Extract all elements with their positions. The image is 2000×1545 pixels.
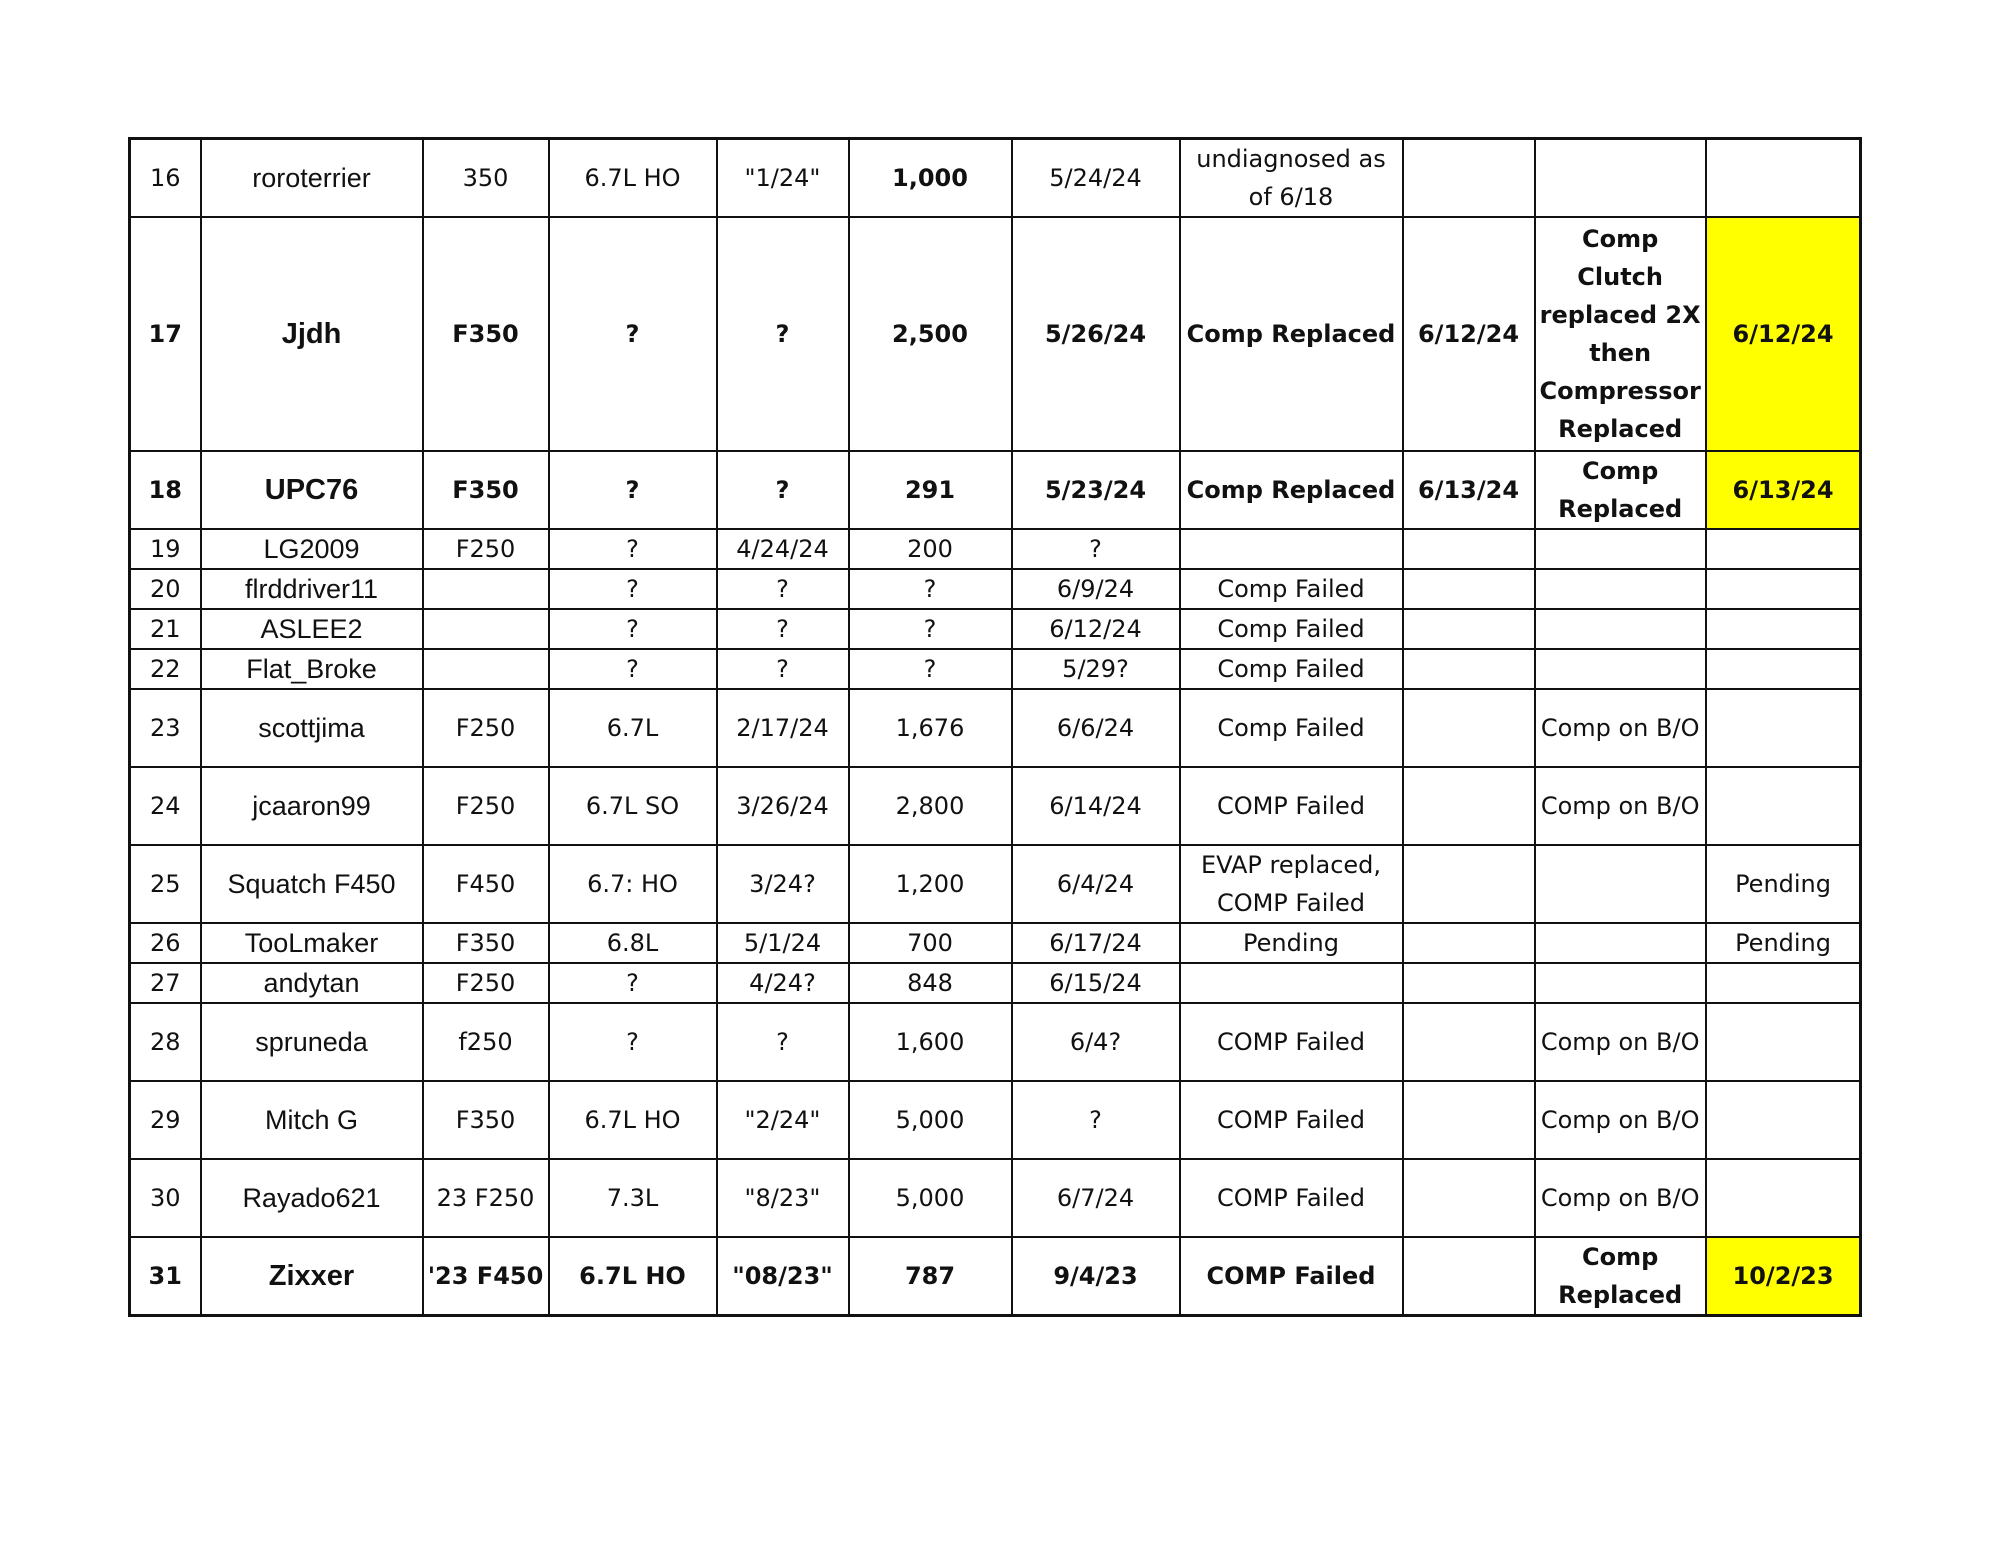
- table-row: [130, 569, 1861, 609]
- cell-failure-date: 6/4/24: [1012, 845, 1180, 923]
- cell-failure-date: 9/4/23: [1012, 1237, 1180, 1316]
- cell-repair-notes: [1535, 923, 1706, 963]
- table-row: [130, 1081, 1861, 1159]
- cell-miles: 1,676: [849, 689, 1012, 767]
- cell-purchase-date: 2/17/24: [717, 689, 849, 767]
- table-row: [130, 963, 1861, 1003]
- cell-status: Comp Replaced: [1180, 217, 1403, 451]
- cell-repair-date: [1403, 963, 1535, 1003]
- table-row: [130, 649, 1861, 689]
- cell-row-number: 26: [130, 923, 201, 963]
- cell-miles: 200: [849, 529, 1012, 569]
- cell-completed-date: [1706, 529, 1861, 569]
- cell-purchase-date: "1/24": [717, 139, 849, 218]
- cell-failure-date: 5/26/24: [1012, 217, 1180, 451]
- table-row: [130, 845, 1861, 923]
- cell-purchase-date: ?: [717, 569, 849, 609]
- cell-failure-date: 6/12/24: [1012, 609, 1180, 649]
- cell-completed-date: [1706, 609, 1861, 649]
- cell-repair-date: [1403, 845, 1535, 923]
- cell-engine: 6.7L HO: [549, 1081, 717, 1159]
- cell-repair-notes: Comp Replaced: [1535, 451, 1706, 529]
- cell-engine: 6.7L: [549, 689, 717, 767]
- cell-engine: ?: [549, 529, 717, 569]
- cell-status: EVAP replaced, COMP Failed: [1180, 845, 1403, 923]
- cell-miles: 1,600: [849, 1003, 1012, 1081]
- table-body: [130, 139, 1861, 1316]
- cell-engine: ?: [549, 609, 717, 649]
- cell-username: spruneda: [201, 1003, 423, 1081]
- cell-miles: ?: [849, 649, 1012, 689]
- cell-miles: 2,500: [849, 217, 1012, 451]
- cell-failure-date: 6/9/24: [1012, 569, 1180, 609]
- cell-repair-notes: Comp on B/O: [1535, 1081, 1706, 1159]
- cell-repair-notes: [1535, 569, 1706, 609]
- cell-repair-date: [1403, 1081, 1535, 1159]
- table-row: [130, 451, 1861, 529]
- cell-username: Jjdh: [201, 217, 423, 451]
- cell-repair-notes: [1535, 649, 1706, 689]
- cell-purchase-date: ?: [717, 451, 849, 529]
- cell-completed-date: [1706, 767, 1861, 845]
- cell-completed-date: [1706, 689, 1861, 767]
- cell-username: LG2009: [201, 529, 423, 569]
- cell-repair-date: [1403, 689, 1535, 767]
- cell-model: f250: [423, 1003, 549, 1081]
- cell-failure-date: 6/14/24: [1012, 767, 1180, 845]
- cell-repair-notes: [1535, 609, 1706, 649]
- cell-miles: 700: [849, 923, 1012, 963]
- cell-failure-date: 6/17/24: [1012, 923, 1180, 963]
- cell-repair-notes: [1535, 963, 1706, 1003]
- cell-purchase-date: 5/1/24: [717, 923, 849, 963]
- cell-username: jcaaron99: [201, 767, 423, 845]
- cell-repair-notes: Comp on B/O: [1535, 1003, 1706, 1081]
- cell-engine: 7.3L: [549, 1159, 717, 1237]
- cell-model: F250: [423, 767, 549, 845]
- cell-purchase-date: ?: [717, 1003, 849, 1081]
- cell-repair-date: 6/12/24: [1403, 217, 1535, 451]
- table-row: [130, 1003, 1861, 1081]
- table-row: [130, 1159, 1861, 1237]
- cell-miles: 1,000: [849, 139, 1012, 218]
- cell-status: Comp Failed: [1180, 609, 1403, 649]
- cell-failure-date: 6/6/24: [1012, 689, 1180, 767]
- cell-engine: 6.7L SO: [549, 767, 717, 845]
- data-table: [128, 137, 1862, 1317]
- cell-status: Comp Failed: [1180, 569, 1403, 609]
- cell-completed-date: [1706, 1159, 1861, 1237]
- cell-model: [423, 649, 549, 689]
- cell-purchase-date: ?: [717, 217, 849, 451]
- cell-purchase-date: "8/23": [717, 1159, 849, 1237]
- cell-username: andytan: [201, 963, 423, 1003]
- cell-failure-date: 6/7/24: [1012, 1159, 1180, 1237]
- cell-repair-date: [1403, 1159, 1535, 1237]
- cell-purchase-date: 4/24?: [717, 963, 849, 1003]
- cell-engine: ?: [549, 451, 717, 529]
- cell-status: Comp Replaced: [1180, 451, 1403, 529]
- cell-row-number: 31: [130, 1237, 201, 1316]
- cell-purchase-date: 3/24?: [717, 845, 849, 923]
- cell-completed-date: 10/2/23: [1706, 1237, 1861, 1316]
- cell-row-number: 27: [130, 963, 201, 1003]
- cell-completed-date: Pending: [1706, 923, 1861, 963]
- cell-row-number: 25: [130, 845, 201, 923]
- cell-username: Squatch F450: [201, 845, 423, 923]
- cell-failure-date: 5/24/24: [1012, 139, 1180, 218]
- cell-miles: ?: [849, 609, 1012, 649]
- cell-repair-date: [1403, 1003, 1535, 1081]
- cell-completed-date: 6/13/24: [1706, 451, 1861, 529]
- cell-status: COMP Failed: [1180, 767, 1403, 845]
- cell-repair-date: [1403, 529, 1535, 569]
- cell-row-number: 24: [130, 767, 201, 845]
- cell-repair-notes: Comp Clutch replaced 2X then Compressor Replaced: [1535, 217, 1706, 451]
- cell-row-number: 16: [130, 139, 201, 218]
- cell-failure-date: ?: [1012, 1081, 1180, 1159]
- cell-row-number: 21: [130, 609, 201, 649]
- cell-repair-notes: [1535, 845, 1706, 923]
- cell-model: 350: [423, 139, 549, 218]
- cell-completed-date: Pending: [1706, 845, 1861, 923]
- cell-engine: ?: [549, 1003, 717, 1081]
- cell-repair-date: [1403, 1237, 1535, 1316]
- cell-engine: ?: [549, 649, 717, 689]
- cell-row-number: 28: [130, 1003, 201, 1081]
- cell-status: COMP Failed: [1180, 1237, 1403, 1316]
- cell-username: Mitch G: [201, 1081, 423, 1159]
- cell-repair-notes: Comp Replaced: [1535, 1237, 1706, 1316]
- cell-purchase-date: "08/23": [717, 1237, 849, 1316]
- cell-row-number: 18: [130, 451, 201, 529]
- cell-engine: 6.7L HO: [549, 1237, 717, 1316]
- cell-failure-date: ?: [1012, 529, 1180, 569]
- cell-miles: 848: [849, 963, 1012, 1003]
- cell-username: UPC76: [201, 451, 423, 529]
- cell-status: undiagnosed as of 6/18: [1180, 139, 1403, 218]
- cell-username: Flat_Broke: [201, 649, 423, 689]
- cell-model: F350: [423, 451, 549, 529]
- cell-username: flrddriver11: [201, 569, 423, 609]
- table-row: [130, 529, 1861, 569]
- cell-model: F350: [423, 1081, 549, 1159]
- cell-repair-date: [1403, 139, 1535, 218]
- table-row: [130, 609, 1861, 649]
- cell-row-number: 30: [130, 1159, 201, 1237]
- cell-username: ASLEE2: [201, 609, 423, 649]
- cell-purchase-date: ?: [717, 609, 849, 649]
- cell-model: F350: [423, 217, 549, 451]
- cell-username: Rayado621: [201, 1159, 423, 1237]
- cell-status: COMP Failed: [1180, 1003, 1403, 1081]
- cell-status: Comp Failed: [1180, 649, 1403, 689]
- cell-completed-date: [1706, 963, 1861, 1003]
- cell-username: scottjima: [201, 689, 423, 767]
- cell-status: COMP Failed: [1180, 1159, 1403, 1237]
- cell-status: [1180, 529, 1403, 569]
- cell-repair-notes: [1535, 139, 1706, 218]
- cell-engine: 6.7L HO: [549, 139, 717, 218]
- cell-username: TooLmaker: [201, 923, 423, 963]
- cell-repair-notes: [1535, 529, 1706, 569]
- table-row: [130, 139, 1861, 218]
- table-row: [130, 923, 1861, 963]
- cell-model: 23 F250: [423, 1159, 549, 1237]
- cell-miles: 5,000: [849, 1081, 1012, 1159]
- cell-model: F450: [423, 845, 549, 923]
- table-row: [130, 217, 1861, 451]
- cell-model: [423, 609, 549, 649]
- cell-repair-notes: Comp on B/O: [1535, 767, 1706, 845]
- cell-status: Pending: [1180, 923, 1403, 963]
- cell-model: F350: [423, 923, 549, 963]
- cell-failure-date: 6/15/24: [1012, 963, 1180, 1003]
- cell-repair-date: [1403, 767, 1535, 845]
- cell-model: '23 F450: [423, 1237, 549, 1316]
- cell-status: COMP Failed: [1180, 1081, 1403, 1159]
- table-row: [130, 1237, 1861, 1316]
- cell-completed-date: [1706, 569, 1861, 609]
- cell-row-number: 22: [130, 649, 201, 689]
- cell-model: F250: [423, 529, 549, 569]
- cell-miles: 291: [849, 451, 1012, 529]
- cell-row-number: 23: [130, 689, 201, 767]
- cell-row-number: 29: [130, 1081, 201, 1159]
- table-row: [130, 767, 1861, 845]
- cell-status: [1180, 963, 1403, 1003]
- cell-failure-date: 5/29?: [1012, 649, 1180, 689]
- cell-engine: ?: [549, 569, 717, 609]
- cell-engine: 6.7: HO: [549, 845, 717, 923]
- cell-miles: 1,200: [849, 845, 1012, 923]
- cell-miles: 787: [849, 1237, 1012, 1316]
- cell-row-number: 17: [130, 217, 201, 451]
- cell-repair-date: 6/13/24: [1403, 451, 1535, 529]
- cell-row-number: 19: [130, 529, 201, 569]
- cell-failure-date: 6/4?: [1012, 1003, 1180, 1081]
- cell-model: F250: [423, 689, 549, 767]
- cell-repair-notes: Comp on B/O: [1535, 1159, 1706, 1237]
- cell-purchase-date: 4/24/24: [717, 529, 849, 569]
- cell-completed-date: [1706, 1003, 1861, 1081]
- cell-repair-date: [1403, 923, 1535, 963]
- cell-repair-date: [1403, 649, 1535, 689]
- cell-purchase-date: 3/26/24: [717, 767, 849, 845]
- cell-purchase-date: "2/24": [717, 1081, 849, 1159]
- cell-repair-date: [1403, 569, 1535, 609]
- cell-engine: 6.8L: [549, 923, 717, 963]
- cell-status: Comp Failed: [1180, 689, 1403, 767]
- cell-row-number: 20: [130, 569, 201, 609]
- cell-model: [423, 569, 549, 609]
- cell-completed-date: 6/12/24: [1706, 217, 1861, 451]
- cell-engine: ?: [549, 963, 717, 1003]
- cell-username: roroterrier: [201, 139, 423, 218]
- cell-miles: 2,800: [849, 767, 1012, 845]
- cell-failure-date: 5/23/24: [1012, 451, 1180, 529]
- cell-engine: ?: [549, 217, 717, 451]
- cell-username: Zixxer: [201, 1237, 423, 1316]
- cell-completed-date: [1706, 649, 1861, 689]
- cell-repair-date: [1403, 609, 1535, 649]
- cell-completed-date: [1706, 1081, 1861, 1159]
- cell-model: F250: [423, 963, 549, 1003]
- cell-repair-notes: Comp on B/O: [1535, 689, 1706, 767]
- cell-miles: ?: [849, 569, 1012, 609]
- cell-miles: 5,000: [849, 1159, 1012, 1237]
- table-row: [130, 689, 1861, 767]
- cell-purchase-date: ?: [717, 649, 849, 689]
- cell-completed-date: [1706, 139, 1861, 218]
